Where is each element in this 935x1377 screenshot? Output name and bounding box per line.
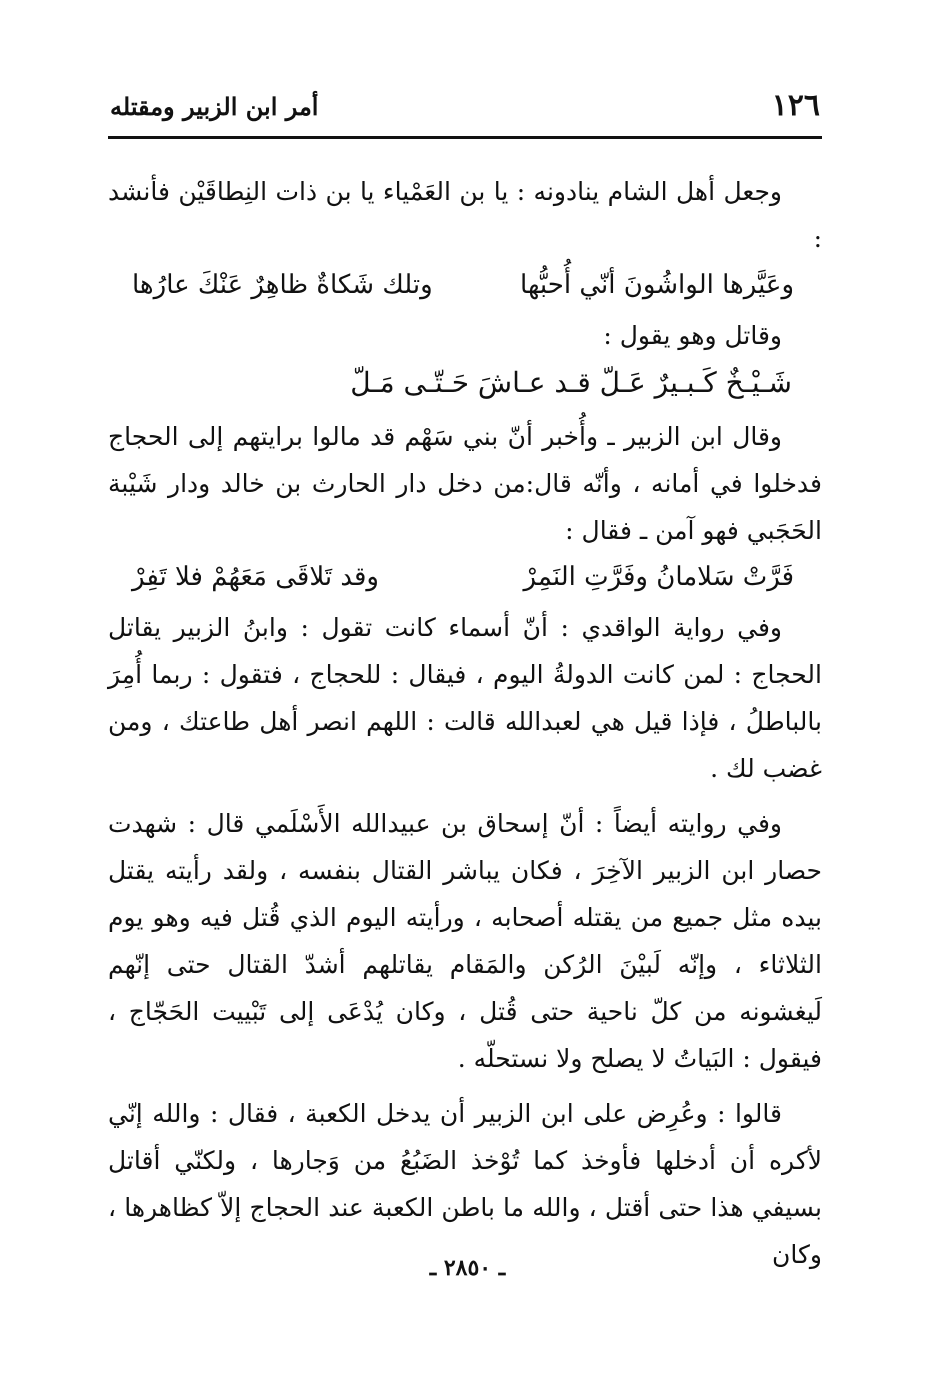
verse-1-second-hemistich: وتلك شَكاةٌ ظاهِرٌ عَنْكَ عارُها: [132, 270, 433, 300]
verse-3-first-hemistich: فَرَّتْ سَلامانُ وفَرَّتِ النَمِرْ: [523, 562, 794, 592]
verse-3-second-hemistich: وقد تَلاقَى مَعَهُمْ فلا تَفِرْ: [132, 562, 379, 592]
verse-3: [108, 554, 822, 604]
paragraph-6: قالوا : وعُرِض على ابن الزبير أن يدخل الكعبة ، فقال : والله إنّي لأكره أن أدخلها فأوخذ كما تُوْخذ الضَبُعُ من وَجارها ، ولكنّي أقاتل بسيفي هذا حتى أقتل ، والله ما باطن الكعبة عند الحجاج إلاّ كظاهرها ، وكان: [108, 1099, 822, 1269]
page-header: [110, 88, 820, 128]
page-footer-number: ـ ٢٨٥٠ ـ: [429, 1255, 506, 1281]
verse-1: [108, 262, 822, 312]
running-title: أمر ابن الزبير ومقتله: [110, 92, 319, 121]
paragraph-4: وفي رواية الواقدي : أنّ أسماء كانت تقول : وابنُ الزبير يقاتل الحجاج : لمن كانت الدولةُ اليوم ، فيقال : للحجاج ، فتقول : ربما أُمِرَ بالباطلُ ، فإذا قيل هي لعبدالله قالت : اللهم انصر أهل طاعتك ، ومن غضب لك .: [108, 613, 822, 783]
verse-1-first-hemistich: وعَيَّرها الواشُونَ أنّي أُحبُّها: [520, 270, 794, 300]
paragraph-3: وقال ابن الزبير ـ وأُخبر أنّ بني سَهْم قد مالوا برايتهم إلى الحجاج فدخلوا في أمانه ، وأنّه قال:من دخل دار الحارث بن خالد ودار شَيْبة الحَجَبي فهو آمن ـ فقال :: [108, 422, 822, 545]
paragraph-2: وقاتل وهو يقول :: [603, 321, 782, 350]
page-body: [108, 168, 822, 1278]
header-rule: [108, 136, 822, 139]
verse-2: [108, 359, 822, 413]
paragraph-5: وفي روايته أيضاً : أنّ إسحاق بن عبيدالله الأَسْلَمي قال : شهدت حصار ابن الزبير الآخِرَ ، فكان يباشر القتال بنفسه ، ولقد رأيته يقتل بيده مثل جميع من يقتله أصحابه ، ورأيته اليوم الذي قُتل فيه وهو يوم الثلاثاء ، وإنّه لَبيْنَ الرُكن والمَقام يقاتلهم أشدّ القتال حتى إنّهم لَيغشونه من كلّ ناحية حتى قُتل ، وكان يُدْعَى إلى تَبْييت الحَجّاج ، فيقول : البَياتُ لا يصلح ولا نستحلّه .: [108, 809, 822, 1073]
paragraph-1: وجعل أهل الشام ينادونه : يا بن العَمْياء يا بن ذات النِطاقَيْن فأنشد :: [108, 177, 822, 253]
verse-2-line: شَـيْـخٌ كَـبـيرٌ عَـلّ قـد عـاشَ حَـتّـى مَـلّ: [350, 366, 792, 399]
page-number: ١٢٦: [771, 88, 820, 123]
